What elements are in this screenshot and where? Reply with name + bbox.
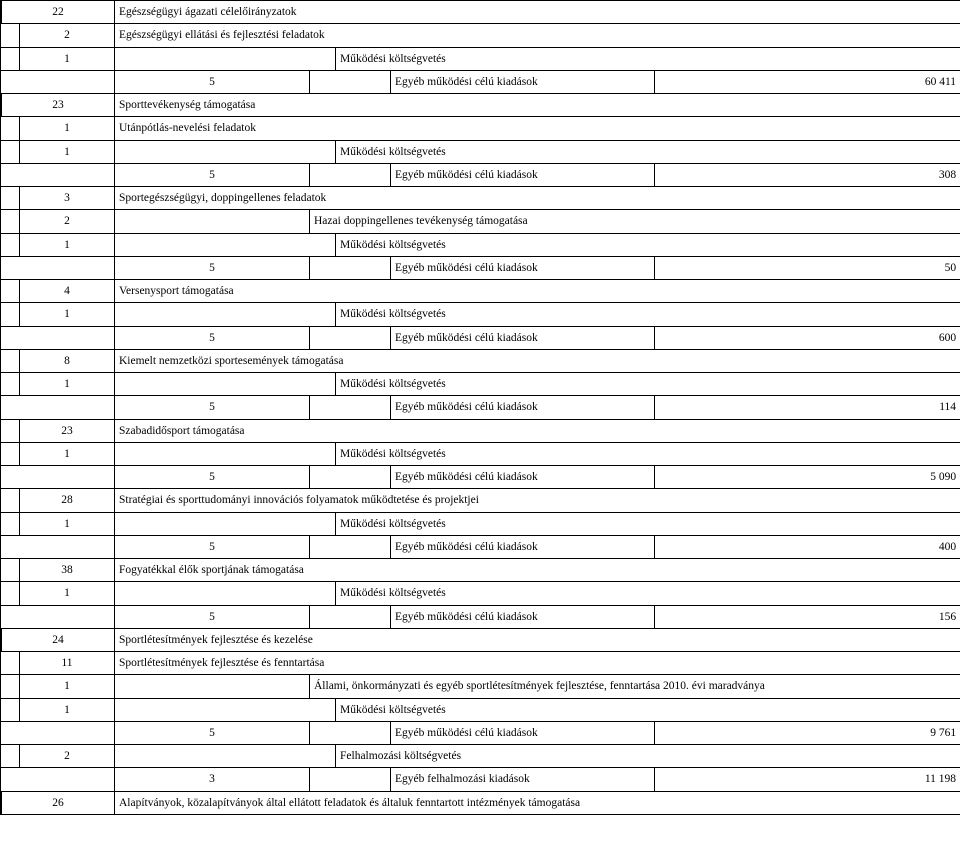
row-code: 23 [2,94,115,117]
row-text: Működési költségvetés [336,442,960,465]
row-code: 1 [20,698,115,721]
row-text: Egyéb működési célú kiadások [391,326,655,349]
empty-cell [310,326,391,349]
row-amount: 5 090 [655,466,960,489]
empty-cell [115,675,310,698]
row-code: 2 [20,745,115,768]
row-code: 28 [20,489,115,512]
row-code: 1 [20,47,115,70]
table-row [1,628,960,651]
empty-cell [1,210,20,233]
empty-cell [310,396,391,419]
row-code: 38 [20,559,115,582]
row-text: Működési költségvetés [336,303,960,326]
empty-cell [115,442,336,465]
row-amount: 308 [655,163,960,186]
row-code: 1 [20,117,115,140]
table-row [1,652,960,675]
empty-cell [1,466,115,489]
empty-cell [1,745,20,768]
table-row [1,675,960,698]
empty-cell [1,47,20,70]
row-code: 1 [20,512,115,535]
row-text: Stratégiai és sporttudományi innovációs folyamatok működtetése és projektjei [115,489,960,512]
row-text: Egészségügyi ágazati célelőirányzatok [115,1,960,24]
table-row [1,94,960,117]
empty-cell [115,233,336,256]
table-row [1,70,960,93]
row-code: 26 [2,791,115,814]
table-row [1,535,960,558]
empty-cell [1,256,115,279]
empty-cell [310,768,391,791]
row-text: Egészségügyi ellátási és fejlesztési feladatok [115,24,960,47]
row-code: 5 [115,163,310,186]
empty-cell [1,373,20,396]
table-row [1,559,960,582]
row-text: Működési költségvetés [336,512,960,535]
empty-cell [1,24,20,47]
empty-cell [1,768,115,791]
empty-cell [1,326,115,349]
table-row [1,582,960,605]
row-text: Működési költségvetés [336,582,960,605]
empty-cell [115,698,336,721]
row-text: Egyéb működési célú kiadások [391,163,655,186]
row-text: Sporttevékenység támogatása [115,94,960,117]
row-text: Fogyatékkal élők sportjának támogatása [115,559,960,582]
empty-cell [115,303,336,326]
row-code: 3 [20,187,115,210]
empty-cell [310,721,391,744]
row-text: Egyéb felhalmozási kiadások [391,768,655,791]
row-amount: 156 [655,605,960,628]
row-code: 1 [20,373,115,396]
row-code: 8 [20,349,115,372]
row-code: 2 [20,24,115,47]
empty-cell [1,652,20,675]
row-text: Működési költségvetés [336,698,960,721]
row-code: 24 [2,628,115,651]
row-text: Állami, önkormányzati és egyéb sportlétesítmények fejlesztése, fenntartása 2010. évi maradványa [310,675,960,698]
row-amount: 11 198 [655,768,960,791]
row-code: 5 [115,535,310,558]
row-code: 23 [20,419,115,442]
row-code: 11 [20,652,115,675]
row-text: Működési költségvetés [336,47,960,70]
row-text: Egyéb működési célú kiadások [391,535,655,558]
row-code: 1 [20,582,115,605]
row-text: Versenysport támogatása [115,280,960,303]
row-text: Egyéb működési célú kiadások [391,256,655,279]
table-row [1,698,960,721]
row-text: Egyéb működési célú kiadások [391,70,655,93]
row-code: 1 [20,675,115,698]
empty-cell [310,605,391,628]
table-row [1,47,960,70]
empty-cell [115,140,336,163]
row-code: 1 [20,442,115,465]
empty-cell [1,349,20,372]
row-code: 1 [20,303,115,326]
row-code: 5 [115,70,310,93]
empty-cell [1,117,20,140]
empty-cell [1,303,20,326]
row-code: 2 [20,210,115,233]
empty-cell [115,210,310,233]
row-text: Egyéb működési célú kiadások [391,466,655,489]
empty-cell [1,535,115,558]
row-code: 5 [115,256,310,279]
empty-cell [1,163,115,186]
empty-cell [1,187,20,210]
table-row [1,280,960,303]
empty-cell [1,70,115,93]
row-text: Felhalmozási költségvetés [336,745,960,768]
table-row [1,233,960,256]
empty-cell [1,419,20,442]
row-text: Utánpótlás-nevelési feladatok [115,117,960,140]
table-row [1,442,960,465]
empty-cell [1,140,20,163]
empty-cell [1,698,20,721]
table-row [1,349,960,372]
table-row [1,489,960,512]
empty-cell [1,582,20,605]
row-amount: 9 761 [655,721,960,744]
table-row [1,117,960,140]
table-row [1,373,960,396]
row-code: 4 [20,280,115,303]
table-row [1,187,960,210]
row-text: Működési költségvetés [336,233,960,256]
row-amount: 50 [655,256,960,279]
table-row [1,512,960,535]
empty-cell [115,582,336,605]
table-row [1,466,960,489]
table-row [1,396,960,419]
table-row [1,303,960,326]
row-text: Szabadidősport támogatása [115,419,960,442]
row-code: 5 [115,605,310,628]
row-amount: 400 [655,535,960,558]
row-text: Sportlétesítmények fejlesztése és kezelése [115,628,960,651]
empty-cell [1,233,20,256]
empty-cell [310,163,391,186]
row-code: 3 [115,768,310,791]
table-row [1,419,960,442]
empty-cell [115,745,336,768]
empty-cell [115,47,336,70]
table-row [1,326,960,349]
empty-cell [310,535,391,558]
row-code: 5 [115,396,310,419]
table-row [1,768,960,791]
budget-table-body [1,1,960,815]
table-row [1,163,960,186]
table-row [1,721,960,744]
empty-cell [1,396,115,419]
row-amount: 60 411 [655,70,960,93]
empty-cell [1,280,20,303]
empty-cell [1,489,20,512]
row-text: Működési költségvetés [336,373,960,396]
empty-cell [1,442,20,465]
row-text: Működési költségvetés [336,140,960,163]
row-amount: 600 [655,326,960,349]
row-code: 5 [115,466,310,489]
row-code: 1 [20,233,115,256]
row-text: Egyéb működési célú kiadások [391,605,655,628]
row-text: Hazai doppingellenes tevékenység támogatása [310,210,960,233]
row-amount: 114 [655,396,960,419]
empty-cell [1,559,20,582]
table-row [1,1,960,24]
table-row [1,745,960,768]
table-row [1,210,960,233]
row-text: Egyéb működési célú kiadások [391,396,655,419]
empty-cell [115,373,336,396]
empty-cell [310,466,391,489]
table-row [1,791,960,814]
row-text: Kiemelt nemzetközi sportesemények támogatása [115,349,960,372]
row-text: Sportlétesítmények fejlesztése és fenntartása [115,652,960,675]
empty-cell [1,721,115,744]
table-row [1,605,960,628]
table-row [1,24,960,47]
empty-cell [115,512,336,535]
row-code: 5 [115,326,310,349]
empty-cell [310,256,391,279]
empty-cell [1,512,20,535]
row-code: 5 [115,721,310,744]
empty-cell [1,605,115,628]
empty-cell [310,70,391,93]
empty-cell [1,675,20,698]
table-row [1,140,960,163]
row-text: Sportegészségügyi, doppingellenes feladatok [115,187,960,210]
table-row [1,256,960,279]
row-text: Alapítványok, közalapítványok által ellátott feladatok és általuk fenntartott intézmények támogatása [115,791,960,814]
row-code: 22 [2,1,115,24]
row-code: 1 [20,140,115,163]
row-text: Egyéb működési célú kiadások [391,721,655,744]
